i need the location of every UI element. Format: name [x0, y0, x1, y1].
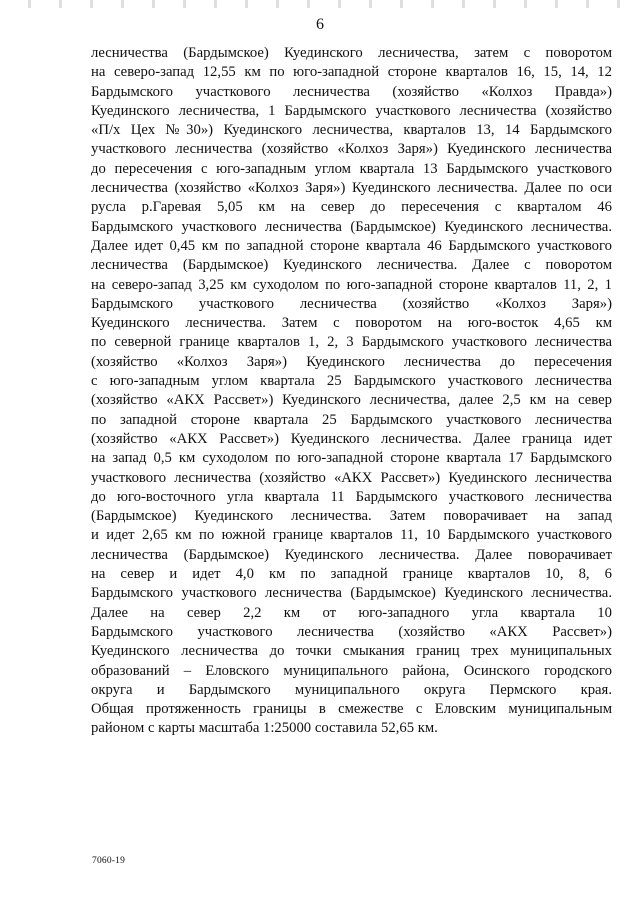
text-line: лесничества (Бардымское) Куединского лесничества. Далее с поворотом	[91, 257, 612, 274]
text-line: (хозяйство «АКХ Рассвет») Куединского лесничества. Далее граница идет	[91, 430, 612, 447]
text-line: образований – Еловского муниципального района, Осинского городского	[91, 662, 612, 679]
scan-top-edge	[0, 0, 640, 8]
text-line: Далее на север 2,2 км от юго-западного угла квартала 10	[91, 604, 612, 621]
text-line: Куединского лесничества. Затем с поворотом на юго-восток 4,65 км	[91, 315, 612, 332]
text-line: по северной границе кварталов 1, 2, 3 Бардымского участкового лесничества	[91, 334, 612, 351]
text-line: на северо-запад 3,25 км суходолом по юго-западной стороне кварталов 11, 2, 1	[91, 276, 612, 293]
document-code: 7060-19	[92, 856, 126, 866]
text-line: русла р.Гаревая 5,05 км на север до пересечения с кварталом 46	[91, 199, 612, 216]
body-text	[91, 44, 612, 739]
text-line: лесничества (Бардымское) Куединского лесничества. Далее поворачивает	[91, 546, 612, 563]
text-line: Далее идет 0,45 км по западной стороне квартала 46 Бардымского участкового	[91, 237, 612, 254]
page-number: 6	[316, 16, 324, 33]
text-line: на север и идет 4,0 км по западной границе кварталов 10, 8, 6	[91, 566, 612, 583]
text-line: до юго-восточного угла квартала 11 Бардымского участкового лесничества	[91, 488, 612, 505]
text-line: до пересечения с юго-западным углом квартала 13 Бардымского участкового	[91, 160, 612, 177]
text-line: «П/х Цех №30») Куединского лесничества, кварталов 13, 14 Бардымского	[91, 122, 612, 139]
text-line: на северо-запад 12,55 км по юго-западной стороне кварталов 16, 15, 14, 12	[91, 64, 612, 81]
text-line: (Бардымское) Куединского лесничества. Затем поворачивает на запад	[91, 508, 612, 525]
text-line: Общая протяженность границы в смежестве с Еловским муниципальным	[91, 701, 612, 718]
text-line: Бардымского участкового лесничества (Бардымское) Куединского лесничества.	[91, 218, 612, 235]
text-line: Бардымского участкового лесничества (хозяйство «Колхоз Заря»)	[91, 295, 612, 312]
text-line: районом с карты масштаба 1:25000 составила 52,65 км.	[91, 720, 438, 737]
text-line: лесничества (Бардымское) Куединского лесничества, затем с поворотом	[91, 45, 612, 61]
text-line: на запад 0,5 км суходолом по юго-западной стороне квартала 17 Бардымского	[91, 450, 612, 467]
text-line: с юго-западным углом квартала 25 Бардымского участкового лесничества	[91, 373, 612, 390]
text-line: Бардымского участкового лесничества (хозяйство «Колхоз Правда»)	[91, 83, 612, 100]
text-line: (хозяйство «Колхоз Заря») Куединского лесничества до пересечения	[91, 353, 612, 370]
text-line: Куединского лесничества, 1 Бардымского участкового лесничества (хозяйство	[91, 102, 612, 119]
text-line: округа и Бардымского муниципального округа Пермского края.	[91, 681, 612, 698]
text-line: лесничества (хозяйство «Колхоз Заря») Куединского лесничества. Далее по оси	[91, 180, 612, 197]
text-line: участкового лесничества (хозяйство «Колхоз Заря») Куединского лесничества	[91, 141, 612, 158]
text-line: участкового лесничества (хозяйство «АКХ Рассвет») Куединского лесничества	[91, 469, 612, 486]
text-line: Бардымского участкового лесничества (хозяйство «АКХ Рассвет»)	[91, 623, 612, 640]
text-line: по западной стороне квартала 25 Бардымского участкового лесничества	[91, 411, 612, 428]
text-line: и идет 2,65 км по южной границе кварталов 11, 10 Бардымского участкового	[91, 527, 612, 544]
text-line: Куединского лесничества до точки смыкания границ трех муниципальных	[91, 643, 612, 660]
text-line: Бардымского участкового лесничества (Бардымское) Куединского лесничества.	[91, 585, 612, 602]
text-line: (хозяйство «АКХ Рассвет») Куединского лесничества, далее 2,5 км на север	[91, 392, 612, 409]
